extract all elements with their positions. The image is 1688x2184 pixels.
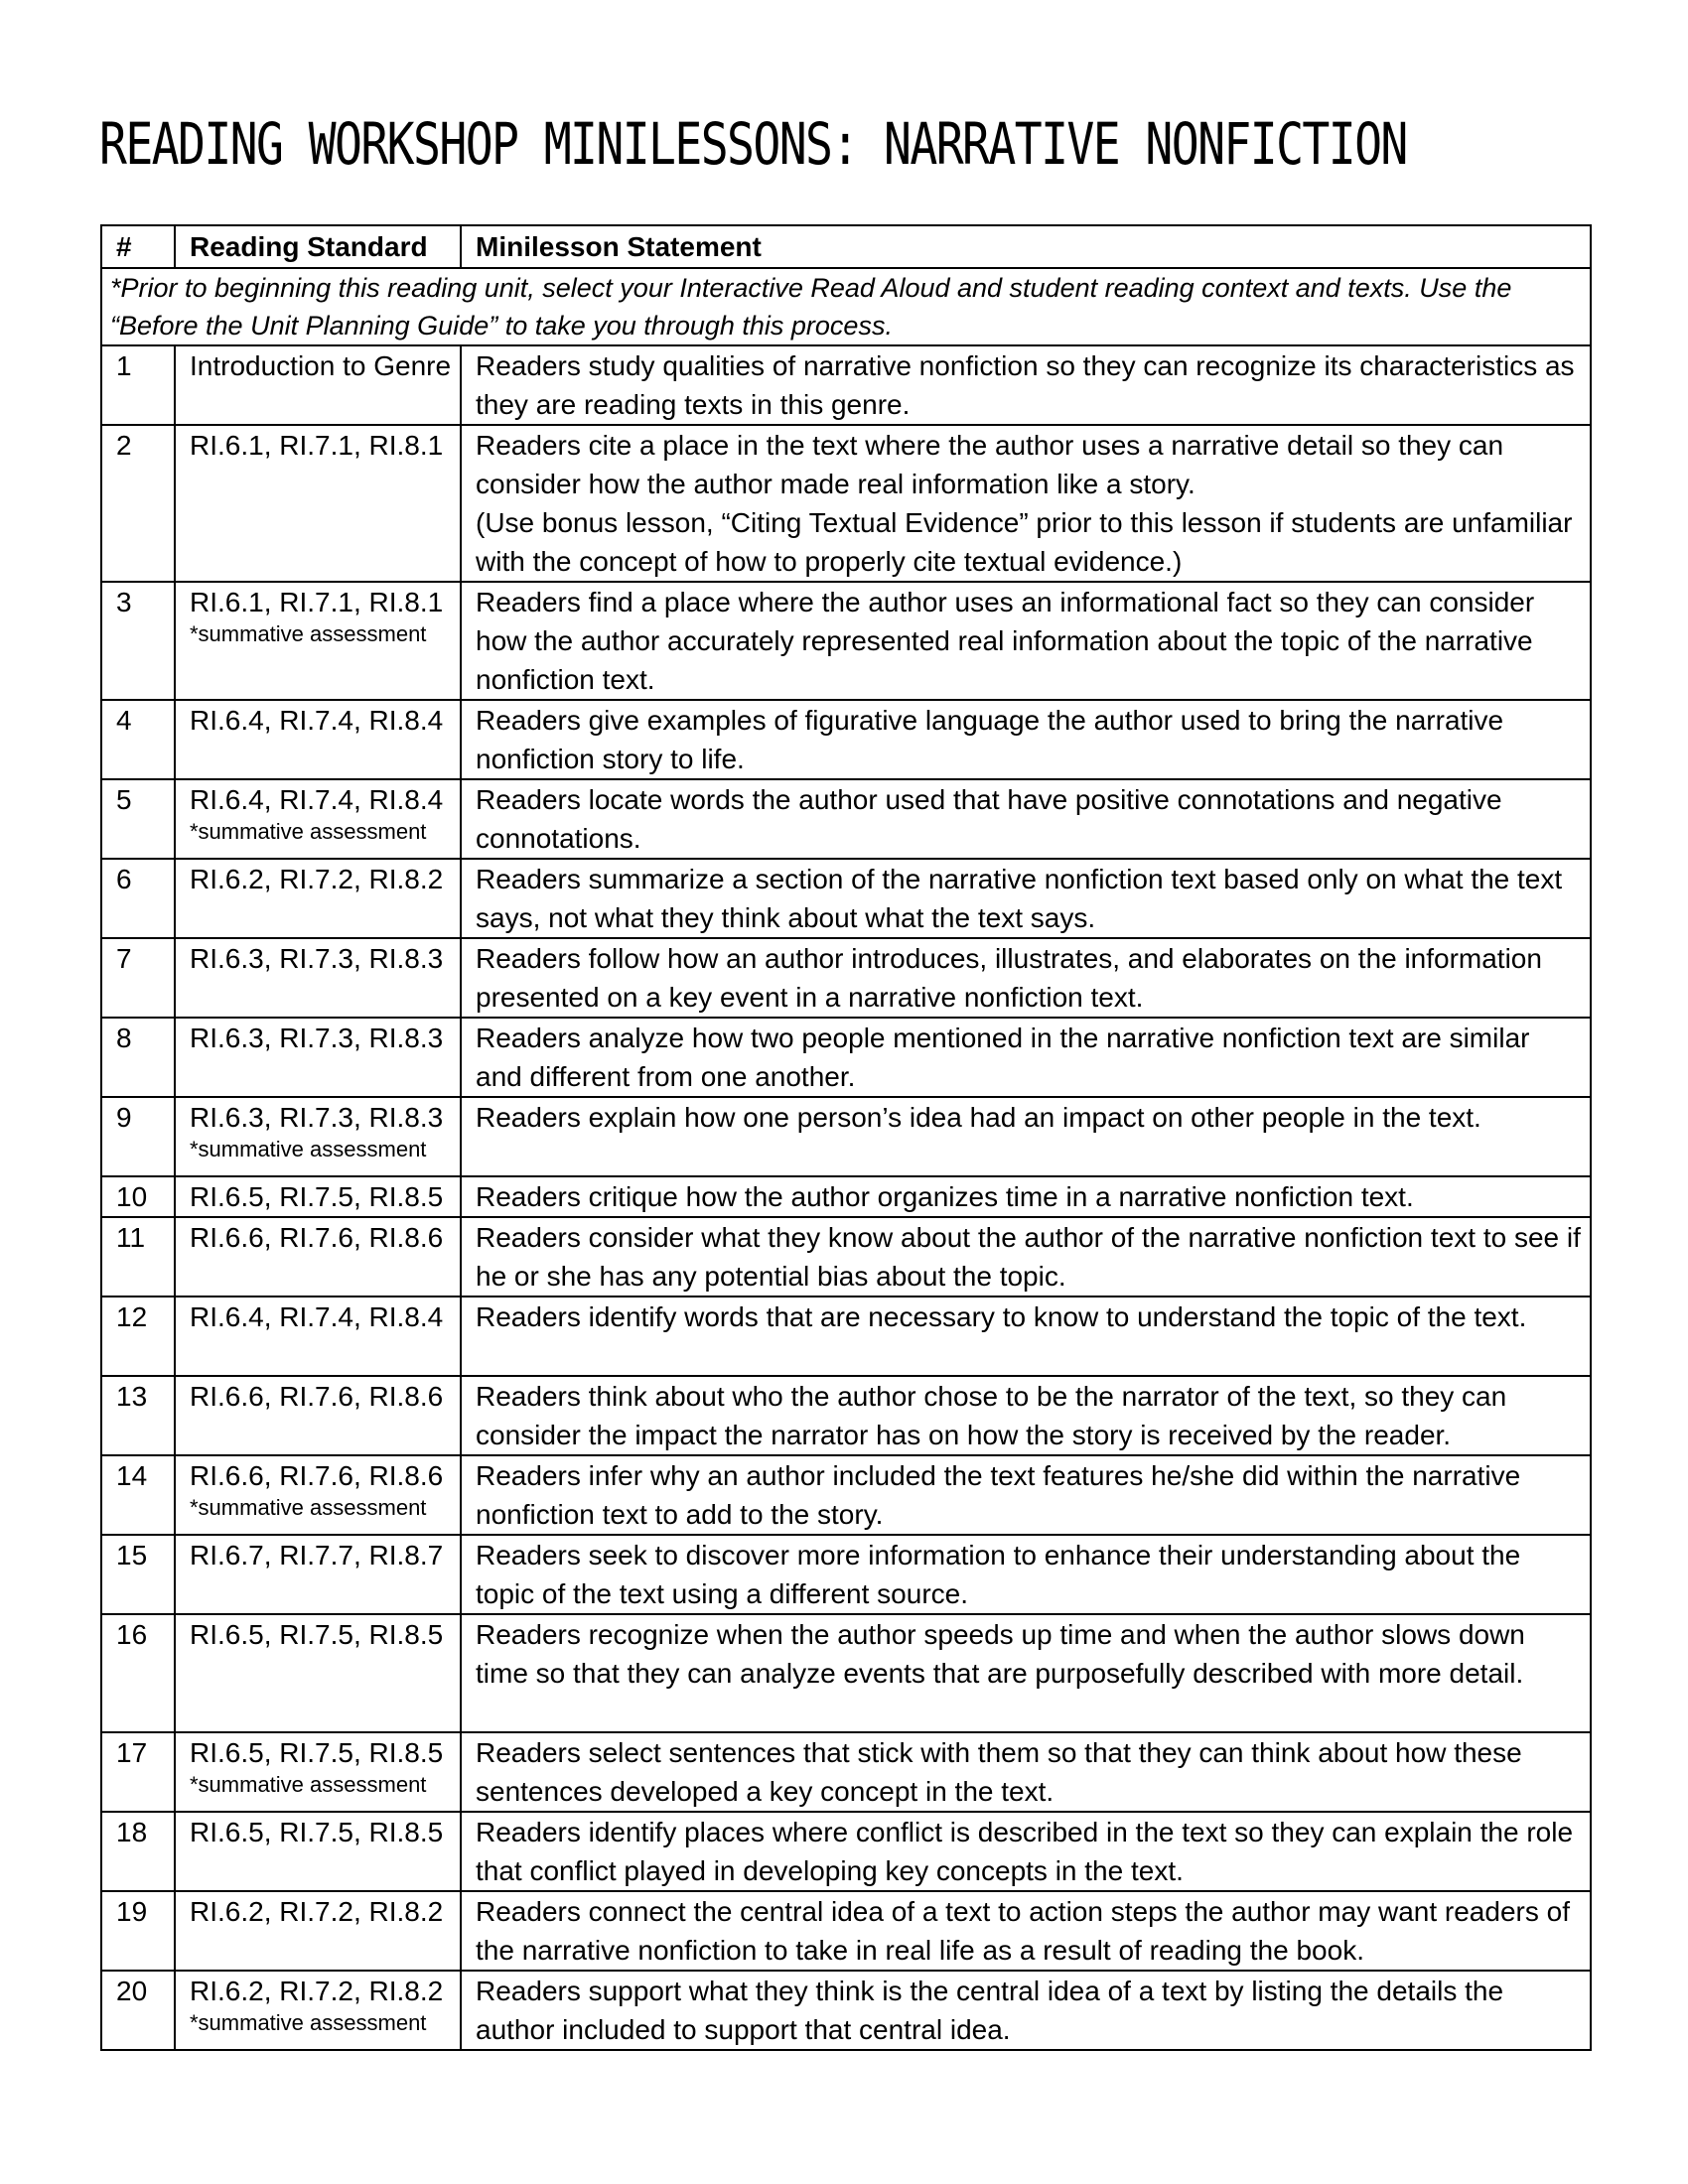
minilesson-statement-cell <box>461 345 1591 425</box>
reading-standard: RI.6.7, RI.7.7, RI.8.7 <box>190 1540 444 1570</box>
table-row <box>101 1018 1591 1097</box>
summative-assessment-note: *summative assessment <box>190 2010 427 2035</box>
minilesson-statement: Readers analyze how two people mentioned in the narrative nonfiction text are similar and different from one another. <box>476 1023 1530 1092</box>
reading-standard: RI.6.3, RI.7.3, RI.8.3 <box>190 1102 444 1133</box>
table-row <box>101 859 1591 938</box>
reading-standard: RI.6.2, RI.7.2, RI.8.2 <box>190 1896 444 1927</box>
reading-standard-cell <box>175 938 461 1018</box>
minilesson-statement-cell <box>461 1097 1591 1176</box>
table-row <box>101 1614 1591 1732</box>
lesson-number: 2 <box>101 425 175 582</box>
lesson-number: 20 <box>101 1971 175 2050</box>
reading-standard-cell <box>175 1297 461 1376</box>
summative-assessment-note: *summative assessment <box>190 1137 427 1161</box>
reading-standard-cell <box>175 1217 461 1297</box>
minilesson-statement-cell <box>461 1971 1591 2050</box>
minilesson-statement-cell <box>461 859 1591 938</box>
header-number: # <box>101 225 175 268</box>
lesson-number: 17 <box>101 1732 175 1812</box>
minilesson-statement-cell <box>461 1812 1591 1891</box>
header-minilesson-statement: Minilesson Statement <box>461 225 1591 268</box>
minilesson-statement-cell <box>461 582 1591 700</box>
reading-standard: RI.6.4, RI.7.4, RI.8.4 <box>190 784 444 815</box>
table-row <box>101 1297 1591 1376</box>
minilesson-statement: Readers study qualities of narrative nonfiction so they can recognize its characteristics as they are reading texts in this genre. <box>476 350 1575 420</box>
table-row <box>101 582 1591 700</box>
table-row <box>101 1097 1591 1176</box>
lesson-number: 8 <box>101 1018 175 1097</box>
minilesson-statement-cell <box>461 700 1591 779</box>
summative-assessment-note: *summative assessment <box>190 1495 427 1520</box>
table-row <box>101 345 1591 425</box>
reading-standard-cell <box>175 1891 461 1971</box>
lesson-number: 13 <box>101 1376 175 1455</box>
planning-note: *Prior to beginning this reading unit, select your Interactive Read Aloud and student reading context and texts. Use the “Before the Unit Planning Guide” to take you through this process. <box>101 268 1591 345</box>
table-row <box>101 1176 1591 1217</box>
lesson-number: 16 <box>101 1614 175 1732</box>
reading-standard: RI.6.6, RI.7.6, RI.8.6 <box>190 1222 444 1253</box>
reading-standard: RI.6.1, RI.7.1, RI.8.1 <box>190 587 444 617</box>
lesson-number: 3 <box>101 582 175 700</box>
summative-assessment-note: *summative assessment <box>190 819 427 844</box>
minilesson-statement: Readers infer why an author included the text features he/she did within the narrative nonfiction text to add to the story. <box>476 1460 1521 1530</box>
reading-standard: RI.6.6, RI.7.6, RI.8.6 <box>190 1381 444 1412</box>
minilesson-statement-cell <box>461 1614 1591 1732</box>
minilesson-statement-cell <box>461 1535 1591 1614</box>
summative-assessment-note: *summative assessment <box>190 621 427 646</box>
minilesson-statement-cell <box>461 938 1591 1018</box>
summative-assessment-note: *summative assessment <box>190 1772 427 1797</box>
reading-standard-cell <box>175 1535 461 1614</box>
reading-standard: RI.6.4, RI.7.4, RI.8.4 <box>190 705 444 736</box>
reading-standard: RI.6.3, RI.7.3, RI.8.3 <box>190 943 444 974</box>
minilesson-statement: Readers find a place where the author uses an informational fact so they can consider how the author accurately represented real information about the topic of the narrative nonfiction text. <box>476 587 1535 695</box>
reading-standard-cell <box>175 1812 461 1891</box>
table-row <box>101 1376 1591 1455</box>
lesson-number: 6 <box>101 859 175 938</box>
reading-standard: RI.6.4, RI.7.4, RI.8.4 <box>190 1301 444 1332</box>
minilesson-statement: Readers identify words that are necessary to know to understand the topic of the text. <box>476 1301 1527 1332</box>
table-row <box>101 1971 1591 2050</box>
minilesson-statement-cell <box>461 1176 1591 1217</box>
minilesson-statement-cell <box>461 1455 1591 1535</box>
reading-standard-cell <box>175 1018 461 1097</box>
reading-standard-cell <box>175 779 461 859</box>
minilesson-statement-cell <box>461 425 1591 582</box>
reading-standard-cell <box>175 1376 461 1455</box>
minilesson-statement: Readers summarize a section of the narrative nonfiction text based only on what the text says, not what they think about what the text says. <box>476 864 1563 933</box>
reading-standard-cell <box>175 425 461 582</box>
lesson-number: 7 <box>101 938 175 1018</box>
reading-standard: RI.6.5, RI.7.5, RI.8.5 <box>190 1619 444 1650</box>
minilesson-statement: Readers give examples of figurative language the author used to bring the narrative nonfiction story to life. <box>476 705 1504 774</box>
minilesson-statement-cell <box>461 1732 1591 1812</box>
minilesson-statement: Readers support what they think is the central idea of a text by listing the details the author included to support that central idea. <box>476 1976 1504 2045</box>
minilesson-statement: Readers explain how one person’s idea had an impact on other people in the text. <box>476 1102 1481 1133</box>
table-header-row <box>101 225 1591 268</box>
minilesson-statement: Readers follow how an author introduces, illustrates, and elaborates on the information presented on a key event in a narrative nonfiction text. <box>476 943 1542 1013</box>
lesson-number: 14 <box>101 1455 175 1535</box>
reading-standard: RI.6.5, RI.7.5, RI.8.5 <box>190 1817 444 1847</box>
reading-standard: RI.6.6, RI.7.6, RI.8.6 <box>190 1460 444 1491</box>
reading-standard-cell <box>175 1971 461 2050</box>
minilesson-statement: Readers locate words the author used that have positive connotations and negative connotations. <box>476 784 1502 854</box>
minilesson-statement-cell <box>461 1018 1591 1097</box>
table-row <box>101 700 1591 779</box>
lesson-number: 11 <box>101 1217 175 1297</box>
reading-standard: RI.6.2, RI.7.2, RI.8.2 <box>190 1976 444 2006</box>
table-row <box>101 425 1591 582</box>
reading-standard: RI.6.5, RI.7.5, RI.8.5 <box>190 1737 444 1768</box>
reading-standard-cell <box>175 1455 461 1535</box>
table-row <box>101 779 1591 859</box>
lesson-number: 10 <box>101 1176 175 1217</box>
minilesson-statement: Readers select sentences that stick with them so that they can think about how these sentences developed a key concept in the text. <box>476 1737 1522 1807</box>
minilessons-table <box>100 224 1592 2051</box>
table-row <box>101 1217 1591 1297</box>
minilesson-statement: Readers recognize when the author speeds up time and when the author slows down time so that they can analyze events that are purposefully described with more detail. <box>476 1619 1525 1689</box>
table-row <box>101 1732 1591 1812</box>
minilesson-statement: Readers seek to discover more information to enhance their understanding about the topic of the text using a different source. <box>476 1540 1521 1609</box>
minilesson-statement: Readers consider what they know about the author of the narrative nonfiction text to see if he or she has any potential bias about the topic. <box>476 1222 1581 1292</box>
table-row <box>101 1891 1591 1971</box>
minilesson-statement-cell <box>461 779 1591 859</box>
lesson-number: 18 <box>101 1812 175 1891</box>
header-reading-standard: Reading Standard <box>175 225 461 268</box>
reading-standard-cell <box>175 859 461 938</box>
reading-standard: RI.6.5, RI.7.5, RI.8.5 <box>190 1181 444 1212</box>
planning-note-row <box>101 268 1591 345</box>
minilesson-statement-cell <box>461 1217 1591 1297</box>
minilesson-statement-cell <box>461 1376 1591 1455</box>
reading-standard-cell <box>175 1614 461 1732</box>
lesson-number: 15 <box>101 1535 175 1614</box>
reading-standard-cell <box>175 345 461 425</box>
lesson-number: 9 <box>101 1097 175 1176</box>
reading-standard: Introduction to Genre <box>190 350 452 381</box>
reading-standard: RI.6.2, RI.7.2, RI.8.2 <box>190 864 444 894</box>
minilesson-statement-cell <box>461 1891 1591 1971</box>
table-row <box>101 1455 1591 1535</box>
reading-standard-cell <box>175 700 461 779</box>
lesson-number: 12 <box>101 1297 175 1376</box>
lesson-number: 4 <box>101 700 175 779</box>
reading-standard-cell <box>175 1097 461 1176</box>
reading-standard: RI.6.1, RI.7.1, RI.8.1 <box>190 430 444 461</box>
table-row <box>101 1535 1591 1614</box>
reading-standard-cell <box>175 1732 461 1812</box>
minilesson-statement: Readers think about who the author chose to be the narrator of the text, so they can consider the impact the narrator has on how the story is received by the reader. <box>476 1381 1507 1450</box>
minilesson-statement: Readers connect the central idea of a text to action steps the author may want readers of the narrative nonfiction to take in real life as a result of reading the book. <box>476 1896 1570 1966</box>
table-row <box>101 1812 1591 1891</box>
reading-standard-cell <box>175 1176 461 1217</box>
minilesson-statement: Readers critique how the author organizes time in a narrative nonfiction text. <box>476 1181 1414 1212</box>
table-row <box>101 938 1591 1018</box>
reading-standard-cell <box>175 582 461 700</box>
page-title: READING WORKSHOP MINILESSONS: NARRATIVE NONFICTION <box>99 110 1407 178</box>
reading-standard: RI.6.3, RI.7.3, RI.8.3 <box>190 1023 444 1053</box>
minilesson-statement-note: (Use bonus lesson, “Citing Textual Evidence” prior to this lesson if students are unfamiliar with the concept of how to properly cite textual evidence.) <box>476 507 1573 577</box>
minilesson-statement: Readers cite a place in the text where the author uses a narrative detail so they can consider how the author made real information like a story. <box>476 430 1504 499</box>
minilesson-statement-cell <box>461 1297 1591 1376</box>
lesson-number: 5 <box>101 779 175 859</box>
minilesson-statement: Readers identify places where conflict is described in the text so they can explain the role that conflict played in developing key concepts in the text. <box>476 1817 1574 1886</box>
lesson-number: 1 <box>101 345 175 425</box>
lesson-number: 19 <box>101 1891 175 1971</box>
